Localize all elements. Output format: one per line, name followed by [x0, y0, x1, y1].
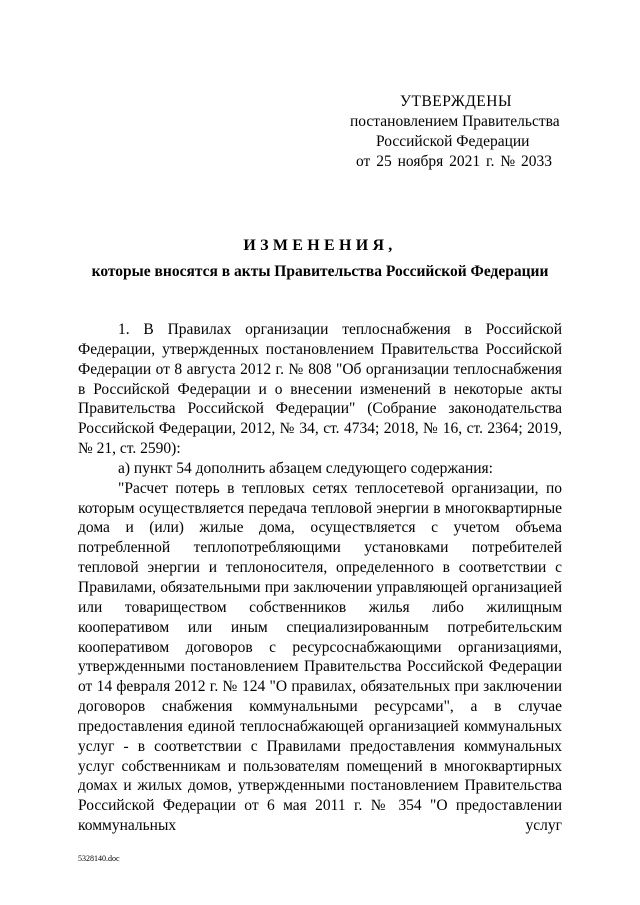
- approval-title: УТВЕРЖДЕНЫ: [400, 93, 512, 110]
- paragraph-1: 1. В Правилах организации теплоснабжения в Российской Федерации, утвержденных постановлением Правительства Российской Федерации от 8 августа 2012 г. № 808 "Об организации теплоснабжения в Российской Федерации и о внесении изменений в некоторые акты Правительства Российской Федерации" (Собрание законодательства Российской Федерации, 2012, № 34, ст. 4734; 2018, № 16, ст. 2364; 2019, № 21, ст. 2590):: [78, 321, 562, 458]
- paragraph-2: а) пункт 54 дополнить абзацем следующего содержания:: [118, 459, 493, 477]
- paragraph-3: "Расчет потерь в тепловых сетях теплосетевой организации, по которым осуществляется передача тепловой энергии в многоквартирные дома и (или) жилые дома, осуществляется с учетом объема потребленной теплопотребляющими установками потребителей тепловой энергии и теплоносителя, определенного в соответствии с Правилами, обязательными при заключении управляющей организацией или товариществом собственников жилья либо жилищным кооперативом или иным специализированным потребительским кооперативом договоров с ресурсоснабжающими организациями, утвержденными постановлением Правительства Российской Федерации от 14 февраля 2012 г. № 124 "О правилах, обязательных при заключении договоров снабжения коммунальными ресурсами", а в случае предоставления единой теплоснабжающей организацией коммунальных услуг - в соответствии с Правилами предоставления коммунальных услуг собственникам и пользователям помещений в многоквартирных домах и жилых домов, утвержденными постановлением Правительства Российской Федерации от 6 мая 2011 г. № 354 "О предоставлении коммунальных услуг: [78, 479, 562, 835]
- approval-line-date-number: от 25 ноября 2021 г. № 2033: [356, 153, 552, 170]
- footer-filename: 5328140.doc: [78, 854, 120, 863]
- approval-line-federation: Российской Федерации: [376, 133, 530, 150]
- document-body: [78, 320, 562, 836]
- document-subtitle: которые вносятся в акты Правительства Российской Федерации: [91, 263, 549, 280]
- approval-line-decree: постановлением Правительства: [350, 113, 560, 130]
- document-title: ИЗМЕНЕНИЯ,: [243, 237, 397, 254]
